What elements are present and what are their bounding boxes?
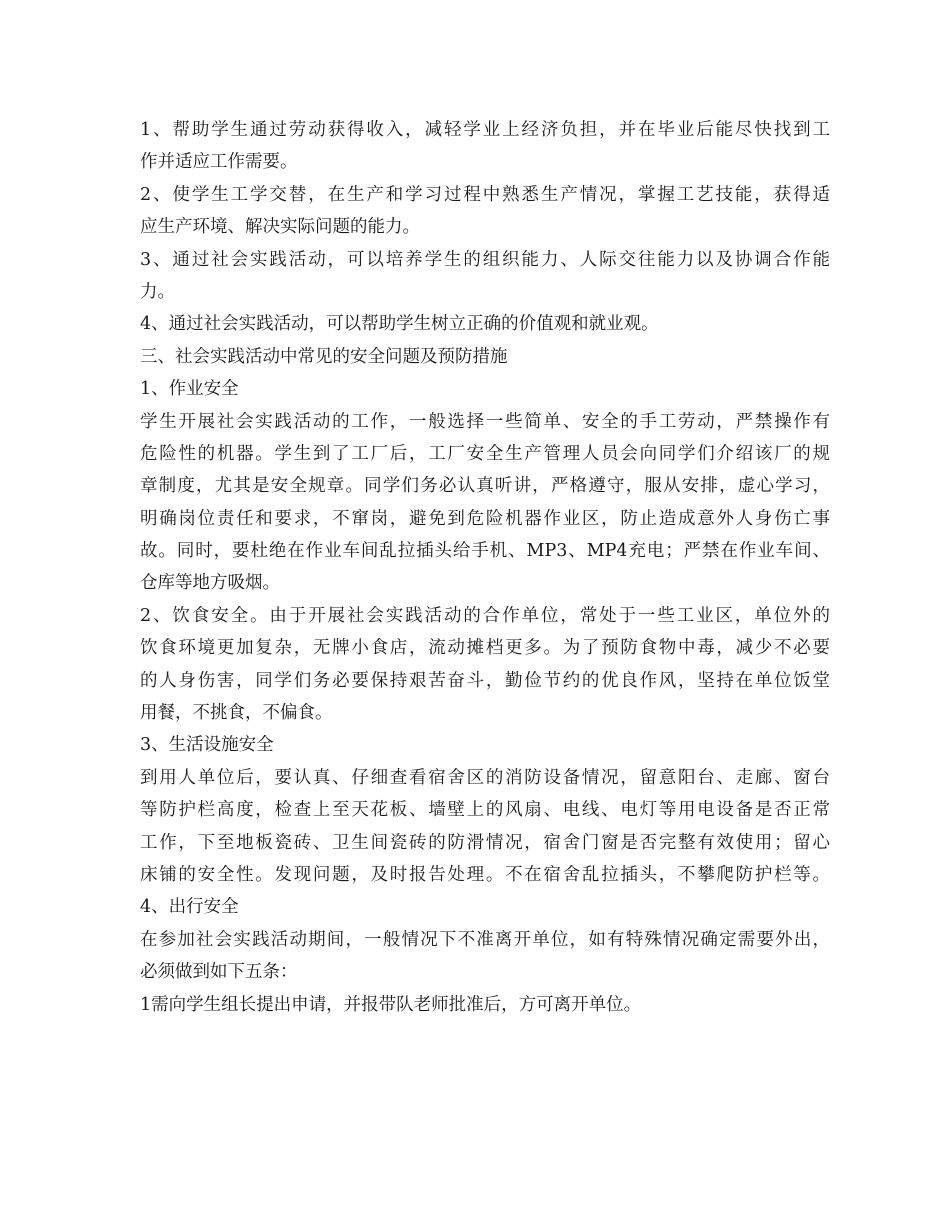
subsection-heading: 4、出行安全 <box>140 897 239 918</box>
paragraph-line: 力。 <box>140 281 175 302</box>
paragraph-line: 章制度，尤其是安全规章。同学们务必认真听讲，严格遵守，服从安排，虚心学习， <box>140 476 830 497</box>
paragraph-line: 必须做到如下五条： <box>140 962 298 983</box>
paragraph-line: 危险性的机器。学生到了工厂后，工厂安全生产管理人员会向同学们介绍该厂的规 <box>140 443 830 464</box>
paragraph-line: 学生开展社会实践活动的工作，一般选择一些简单、安全的手工劳动，严禁操作有 <box>140 411 830 432</box>
paragraph-line: 在参加社会实践活动期间，一般情况下不准离开单位，如有特殊情况确定需要外出， <box>140 929 830 950</box>
paragraph-line: 床铺的安全性。发现问题，及时报告处理。不在宿舍乱拉插头，不攀爬防护栏等。 <box>140 864 830 885</box>
paragraph-line: 用餐，不挑食，不偏食。 <box>140 703 333 724</box>
paragraph-line: 2、使学生工学交替，在生产和学习过程中熟悉生产情况，掌握工艺技能，获得适 <box>140 184 830 205</box>
subsection-heading: 1、作业安全 <box>140 379 239 400</box>
section-heading: 三、社会实践活动中常见的安全问题及预防措施 <box>140 346 508 367</box>
subsection-heading: 3、生活设施安全 <box>140 735 274 756</box>
paragraph-line: 仓库等地方吸烟。 <box>140 573 280 594</box>
paragraph-line: 应生产环境、解决实际问题的能力。 <box>140 217 420 238</box>
paragraph-line: 等防护栏高度，检查上至天花板、墙壁上的风扇、电线、电灯等用电设备是否正常 <box>140 800 830 821</box>
paragraph-line: 3、通过社会实践活动，可以培养学生的组织能力、人际交往能力以及协调合作能 <box>140 249 830 270</box>
paragraph-line: 故。同时，要杜绝在作业车间乱拉插头给手机、MP3、MP4充电；严禁在作业车间、 <box>140 541 830 562</box>
paragraph-line: 2、饮食安全。由于开展社会实践活动的合作单位，常处于一些工业区，单位外的 <box>140 605 830 626</box>
paragraph-line: 到用人单位后，要认真、仔细查看宿舍区的消防设备情况，留意阳台、走廊、窗台 <box>140 767 830 788</box>
paragraph-line: 饮食环境更加复杂，无牌小食店，流动摊档更多。为了预防食物中毒，减少不必要 <box>140 638 830 659</box>
paragraph-line: 明确岗位责任和要求，不窜岗，避免到危险机器作业区，防止造成意外人身伤亡事 <box>140 508 830 529</box>
paragraph-line: 工作，下至地板瓷砖、卫生间瓷砖的防滑情况，宿舍门窗是否完整有效使用；留心 <box>140 832 830 853</box>
paragraph-line: 1、帮助学生通过劳动获得收入，减轻学业上经济负担，并在毕业后能尽快找到工 <box>140 120 830 140</box>
paragraph-line: 的人身伤害，同学们务必要保持艰苦奋斗，勤俭节约的优良作风，坚持在单位饭堂 <box>140 670 830 691</box>
document-body <box>140 114 830 1021</box>
list-item: 1需向学生组长提出申请，并报带队老师批准后，方可离开单位。 <box>140 994 642 1015</box>
paragraph-line: 作并适应工作需要。 <box>140 152 298 173</box>
paragraph-line: 4、通过社会实践活动，可以帮助学生树立正确的价值观和就业观。 <box>140 314 659 335</box>
